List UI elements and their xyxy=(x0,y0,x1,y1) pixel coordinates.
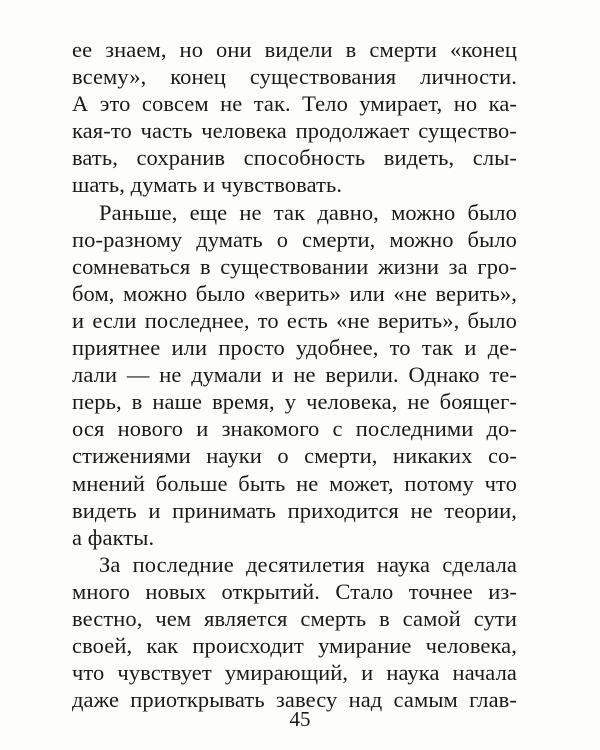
text-line: стижениями науки о смерти, никаких со- xyxy=(72,443,517,469)
text-line: много новых открытий. Стало точнее из- xyxy=(72,578,517,604)
text-line: видеть и принимать приходится не теории, xyxy=(72,497,517,523)
text-line: ося нового и знакомого с последними до- xyxy=(72,416,517,442)
text-line: кая-то часть человека продолжает существо- xyxy=(72,118,517,144)
text-line: Раньше, еще не так давно, можно было xyxy=(99,199,517,225)
text-line: вать, сохранив способность видеть, слы- xyxy=(72,145,517,171)
text-line: перь, в наше время, у человека, не боящег- xyxy=(72,389,517,415)
text-line: лали — не думали и не верили. Однако те- xyxy=(72,362,517,388)
text-line: а факты. xyxy=(72,524,155,550)
text-line: даже приоткрывать завесу над самым глав- xyxy=(72,687,517,713)
text-line: За последние десятилетия наука сделала xyxy=(99,551,517,577)
body-text xyxy=(72,36,517,713)
text-line: всему», конец существования личности. xyxy=(72,64,517,90)
text-line: ее знаем, но они видели в смерти «конец xyxy=(72,37,517,62)
text-line: сомневаться в существовании жизни за гро- xyxy=(72,253,517,279)
text-line: своей, как происходит умирание человека, xyxy=(72,633,517,659)
text-line: вестно, чем является смерть в самой сути xyxy=(72,605,517,631)
text-line: по-разному думать о смерти, можно было xyxy=(72,226,517,252)
text-line: что чувствует умирающий, и наука начала xyxy=(72,660,517,686)
text-line: приятнее или просто удобнее, то так и де- xyxy=(72,335,517,361)
text-line: А это совсем не так. Тело умирает, но ка- xyxy=(72,91,517,117)
text-line: мнений больше быть не может, потому что xyxy=(72,470,517,496)
page-number: 45 xyxy=(289,707,311,731)
text-line: и если последнее, то есть «не верить», было xyxy=(72,307,517,333)
text-line: шать, думать и чувствовать. xyxy=(72,172,343,198)
text-line: бом, можно было «верить» или «не верить», xyxy=(72,280,517,306)
